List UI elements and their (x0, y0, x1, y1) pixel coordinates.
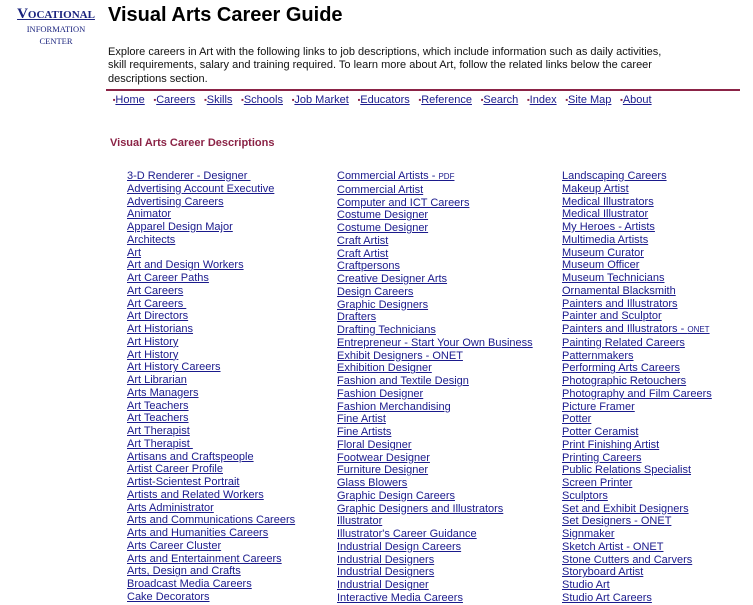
nav-link-about[interactable]: About (622, 94, 652, 106)
divider (106, 89, 740, 91)
career-link-label: Commercial Artist (337, 183, 424, 196)
career-link[interactable] (562, 362, 712, 375)
career-link-label: Advertising Account Executive (127, 182, 275, 195)
career-link[interactable] (127, 361, 295, 374)
career-link[interactable] (562, 515, 712, 528)
career-link-label: Arts, Design and Crafts (127, 565, 241, 578)
career-link[interactable] (337, 260, 533, 273)
career-link-label: Animator (127, 208, 172, 221)
career-link-label: Artists and Related Workers (127, 488, 264, 501)
page-title: Visual Arts Career Guide (108, 4, 343, 26)
career-link[interactable] (127, 285, 295, 298)
career-link-label: Art History (127, 335, 179, 348)
career-link-label: Fine Artist (337, 413, 386, 426)
bullet-icon: ■ (357, 97, 361, 102)
career-link[interactable] (127, 170, 295, 183)
career-link[interactable] (562, 426, 712, 439)
career-link[interactable] (127, 578, 295, 591)
career-link[interactable] (337, 184, 533, 197)
career-link-label: Screen Printer (562, 477, 633, 489)
career-link-label: Drafters (337, 311, 377, 324)
career-link-label: Picture Framer (562, 400, 635, 413)
career-link-label: Fashion Designer (337, 387, 424, 400)
nav-item (419, 94, 472, 106)
career-link-label: Ornamental Blacksmith (562, 284, 676, 297)
career-link-label: Arts and Entertainment Careers (127, 552, 282, 565)
bullet-icon: ■ (204, 97, 207, 102)
career-link-label: Industrial Designer (337, 579, 429, 591)
career-link-label: Painting Related Careers (562, 336, 685, 349)
bullet-icon: ■ (565, 97, 568, 102)
career-link[interactable] (337, 375, 533, 388)
career-link-label: Art Directors (127, 310, 189, 323)
career-link[interactable] (127, 425, 295, 438)
career-link-label: Sketch Artist - ONET (562, 540, 664, 553)
career-link[interactable] (127, 553, 295, 566)
nav-link-home[interactable]: Home (115, 94, 145, 106)
nav-link-site-map[interactable]: Site Map (568, 94, 612, 106)
career-link[interactable] (562, 196, 712, 209)
career-link[interactable] (337, 426, 533, 439)
career-link-label: Stone Cutters and Carvers (562, 553, 693, 566)
career-link[interactable] (337, 299, 533, 312)
career-link-label: Computer and ICT Careers (337, 196, 470, 209)
career-link-label: Art Librarian (127, 374, 187, 386)
career-link-label: Potter Ceramist (562, 426, 639, 438)
career-link[interactable] (562, 337, 712, 350)
career-link-label: Industrial Designers (337, 553, 435, 566)
nav-link-skills[interactable]: Skills (206, 94, 233, 106)
career-link[interactable] (127, 489, 295, 502)
career-link[interactable] (562, 388, 712, 401)
bullet-icon: ■ (291, 97, 295, 102)
career-link-label: Illustrator (337, 515, 383, 528)
career-link[interactable] (562, 298, 712, 311)
career-link[interactable] (562, 490, 712, 503)
bullet-icon: ■ (527, 97, 530, 102)
career-link[interactable] (127, 196, 295, 209)
career-link-label: Museum Officer (562, 259, 640, 272)
career-link[interactable] (337, 337, 533, 350)
career-link-label: Graphic Design Careers (337, 489, 455, 502)
career-link-label: Arts Career Cluster (127, 539, 222, 552)
nav-item (527, 94, 556, 106)
career-link[interactable] (562, 259, 712, 272)
nav-item (566, 94, 612, 106)
career-link[interactable] (127, 374, 295, 387)
career-link-label: Art (127, 246, 142, 259)
career-link-label: Furniture Designer (337, 464, 429, 477)
career-link-label: Makeup Artist (562, 182, 629, 195)
bullet-icon: ■ (241, 97, 244, 102)
career-link-label: Potter (562, 413, 592, 426)
career-link-label: Industrial Design Careers (337, 540, 462, 553)
career-link-label: Entrepreneur - Start Your Own Business (337, 336, 533, 349)
logo-line2: INFORMATION CENTER (26, 24, 86, 46)
career-link[interactable] (337, 464, 533, 477)
career-link[interactable] (562, 566, 712, 579)
nav-link-reference[interactable]: Reference (421, 94, 472, 106)
career-link[interactable] (562, 350, 712, 363)
career-link-label: Museum Technicians (562, 272, 665, 284)
career-link[interactable] (562, 208, 712, 221)
career-link[interactable] (127, 591, 295, 604)
career-link-label: Signmaker (562, 528, 615, 540)
career-link[interactable] (562, 234, 712, 247)
career-link-label: Artist-Scientest Portrait (127, 476, 240, 488)
career-link[interactable] (337, 235, 533, 248)
career-link[interactable] (337, 554, 533, 567)
career-link[interactable] (127, 336, 295, 349)
career-link[interactable] (562, 285, 712, 298)
career-link-label: Fine Artists (337, 426, 392, 438)
career-link-label: Craftpersons (337, 260, 400, 273)
career-link[interactable] (127, 514, 295, 527)
nav-bar (113, 94, 661, 106)
career-link[interactable] (337, 490, 533, 503)
career-link[interactable] (337, 528, 533, 541)
nav-link-index[interactable]: Index (529, 94, 557, 106)
intro-text: Explore careers in Art with the following links to job descriptions, which include information such as daily activities, skill requirements, salary and training required. To learn more about Art, follow the related links below the career descriptions section. (108, 46, 662, 85)
career-link-label: Artisans and Craftspeople (127, 450, 254, 463)
career-link-label: My Heroes - Artists (562, 221, 655, 233)
career-link[interactable] (337, 401, 533, 414)
career-link-label: Costume Designer (337, 222, 429, 234)
career-link[interactable] (337, 324, 533, 337)
career-link[interactable] (127, 476, 295, 489)
career-link-label: Costume Designer (337, 209, 429, 222)
career-link-label: Patternmakers (562, 349, 634, 362)
career-link[interactable] (562, 221, 712, 234)
career-link-label: Commercial Artists - (337, 170, 439, 182)
career-link[interactable] (127, 540, 295, 553)
career-link-label: Painters and Illustrators (562, 297, 678, 310)
bullet-icon: ■ (113, 97, 116, 102)
career-link-label: Fashion Merchandising (337, 400, 451, 413)
nav-item (358, 94, 410, 106)
career-link[interactable] (337, 362, 533, 375)
career-link[interactable] (562, 528, 712, 541)
career-link-label: Studio Art Careers (562, 591, 652, 604)
career-link-label: Interactive Media Careers (337, 591, 463, 604)
career-link-label: Architects (127, 233, 176, 246)
career-link[interactable] (127, 208, 295, 221)
career-link-label: Glass Blowers (337, 477, 408, 489)
nav-item (113, 94, 145, 106)
career-link[interactable] (337, 439, 533, 452)
career-link[interactable] (562, 375, 712, 388)
career-link[interactable] (127, 183, 295, 196)
career-link-label: Exhibit Designers - ONET (337, 349, 463, 362)
career-link-label: Arts and Humanities Careers (127, 527, 269, 539)
career-link-label: Art History Careers (127, 361, 221, 374)
career-link-label: Art Careers (127, 297, 187, 310)
bullet-icon: ■ (620, 97, 623, 102)
career-link-label: Craft Artist (337, 234, 389, 247)
career-link-label: Performing Arts Careers (562, 362, 680, 375)
career-link[interactable] (337, 566, 533, 579)
career-link[interactable] (562, 554, 712, 567)
career-link-label: Apparel Design Major (127, 221, 233, 233)
career-link[interactable] (127, 272, 295, 285)
career-link[interactable] (562, 477, 712, 490)
career-link[interactable] (337, 592, 533, 605)
career-link-label: Craft Artist (337, 247, 389, 260)
career-link-label: Industrial Designers (337, 566, 435, 579)
career-link-label: Art and Design Workers (127, 259, 244, 272)
career-link-label: Graphic Designers (337, 298, 429, 311)
career-link[interactable] (562, 592, 712, 605)
career-link[interactable] (562, 413, 712, 426)
career-link-label: Arts and Communications Careers (127, 514, 296, 527)
career-link-label: Medical Illustrator (562, 208, 649, 221)
career-link-label: 3-D Renderer - Designer (127, 170, 251, 182)
career-link-label: Studio Art (562, 579, 610, 591)
career-link[interactable] (127, 502, 295, 515)
nav-item (241, 94, 283, 106)
career-link[interactable] (127, 527, 295, 540)
career-link[interactable] (337, 209, 533, 222)
career-link-tag: PDF (438, 172, 455, 181)
career-link[interactable] (127, 349, 295, 362)
career-link-label: Museum Curator (562, 246, 644, 259)
career-link[interactable] (562, 503, 712, 516)
career-link[interactable] (562, 579, 712, 592)
career-link[interactable] (127, 438, 295, 451)
career-link-label: Broadcast Media Careers (127, 578, 252, 590)
nav-item (204, 94, 232, 106)
career-link-label: Art Career Paths (127, 272, 209, 284)
career-link-label: Medical Illustrators (562, 195, 654, 208)
career-link[interactable] (127, 247, 295, 260)
career-link[interactable] (127, 451, 295, 464)
career-link-label: Art Teachers (127, 412, 189, 425)
career-link-label: Graphic Designers and Illustrators (337, 502, 504, 515)
career-link-label: Set Designers - ONET (562, 515, 672, 528)
career-link-label: Art Therapist (127, 437, 193, 450)
career-link[interactable] (562, 183, 712, 196)
nav-link-careers[interactable]: Careers (156, 94, 196, 106)
career-link-label: Painters and Illustrators - (562, 323, 688, 335)
career-link-label: Arts Managers (127, 386, 199, 399)
career-link[interactable] (337, 477, 533, 490)
career-link[interactable] (337, 286, 533, 299)
career-link-label: Footwear Designer (337, 451, 430, 464)
career-link-label: Creative Designer Arts (337, 273, 448, 285)
career-link-label: Art Teachers (127, 399, 189, 412)
career-link[interactable] (127, 310, 295, 323)
career-link[interactable] (127, 463, 295, 476)
career-link-label: Floral Designer (337, 438, 412, 451)
career-link[interactable] (127, 298, 295, 311)
nav-link-educators[interactable]: Educators (360, 94, 410, 106)
career-column-1 (127, 170, 295, 604)
career-link-label: Art Historians (127, 323, 194, 335)
career-link-label: Multimedia Artists (562, 233, 649, 246)
career-link-label: Painter and Sculptor (562, 310, 662, 323)
nav-item (154, 94, 196, 106)
section-heading: Visual Arts Career Descriptions (110, 137, 275, 149)
nav-link-schools[interactable]: Schools (243, 94, 283, 106)
career-link-label: Cake Decorators (127, 590, 210, 603)
logo-line1: Vocational (17, 6, 95, 22)
career-link[interactable] (337, 541, 533, 554)
career-link-label: Advertising Careers (127, 195, 224, 208)
career-link[interactable] (337, 388, 533, 401)
career-link[interactable] (337, 503, 533, 516)
career-link[interactable] (562, 541, 712, 554)
nav-item (481, 94, 518, 106)
career-link[interactable] (337, 273, 533, 286)
career-link-label: Art Careers (127, 284, 184, 297)
career-link[interactable] (562, 310, 712, 323)
career-link-label: Set and Exhibit Designers (562, 502, 689, 515)
career-link-label: Illustrator's Career Guidance (337, 528, 477, 540)
career-link[interactable] (127, 234, 295, 247)
career-link-label: Sculptors (562, 489, 608, 502)
career-link[interactable] (337, 311, 533, 324)
bullet-icon: ■ (153, 97, 157, 102)
career-link[interactable] (127, 259, 295, 272)
nav-item (620, 94, 651, 106)
career-link-tag: ONET (687, 325, 710, 334)
career-link[interactable] (562, 272, 712, 285)
career-link-label: Art History (127, 348, 179, 361)
career-link-label: Fashion and Textile Design (337, 375, 469, 387)
nav-link-search[interactable]: Search (483, 94, 519, 106)
career-link-label: Artist Career Profile (127, 463, 223, 476)
career-link[interactable] (127, 400, 295, 413)
career-link[interactable] (337, 170, 533, 184)
career-link[interactable] (337, 197, 533, 210)
career-link[interactable] (337, 350, 533, 363)
career-link-label: Photographic Retouchers (562, 375, 687, 387)
career-link[interactable] (562, 170, 712, 183)
career-link[interactable] (337, 248, 533, 261)
career-column-3 (562, 170, 712, 605)
bullet-icon: ■ (418, 97, 422, 102)
career-link[interactable] (127, 323, 295, 336)
career-link[interactable] (337, 452, 533, 465)
career-column-2 (337, 170, 533, 605)
career-link-label: Exhibition Designer (337, 362, 432, 375)
nav-link-job-market[interactable]: Job Market (294, 94, 349, 106)
career-link[interactable] (127, 412, 295, 425)
career-link-label: Art Therapist (127, 425, 190, 437)
career-link[interactable] (337, 413, 533, 426)
career-link-label: Print Finishing Artist (562, 438, 660, 451)
nav-item (292, 94, 349, 106)
career-link-label: Landscaping Careers (562, 170, 667, 182)
career-link[interactable] (337, 579, 533, 592)
career-link-label: Photography and Film Careers (562, 387, 712, 400)
career-link[interactable] (337, 222, 533, 235)
career-link-label: Arts Administrator (127, 501, 214, 514)
career-link[interactable] (562, 452, 712, 465)
logo[interactable] (11, 6, 101, 47)
career-link[interactable] (337, 515, 533, 528)
career-link-label: Drafting Technicians (337, 324, 436, 336)
career-link[interactable] (127, 221, 295, 234)
career-link-label: Design Careers (337, 285, 414, 298)
career-link-label: Printing Careers (562, 451, 642, 464)
career-link-label: Storyboard Artist (562, 566, 644, 579)
career-link[interactable] (127, 387, 295, 400)
career-link[interactable] (562, 439, 712, 452)
bullet-icon: ■ (480, 97, 484, 102)
career-link[interactable] (562, 401, 712, 414)
career-link[interactable] (562, 247, 712, 260)
career-link[interactable] (562, 464, 712, 477)
career-link-label: Public Relations Specialist (562, 464, 692, 477)
career-link[interactable] (562, 323, 712, 337)
career-link[interactable] (127, 565, 295, 578)
